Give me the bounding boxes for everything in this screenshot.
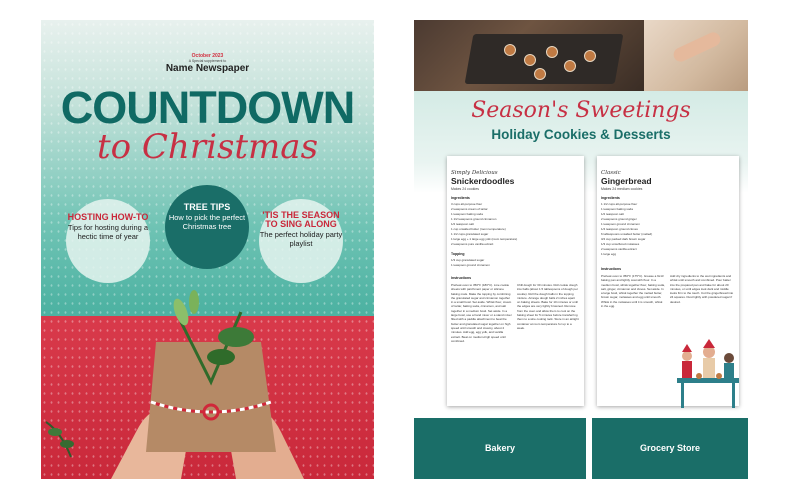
cookie-icon <box>534 68 546 80</box>
feature-title: TREE TIPS <box>183 202 231 212</box>
instructions-column: Preheat oven to 350°F (175°C). Grease a 9x13 baking pan and lightly coat with flour. In a medium bowl, whisk together flour, baking soda, salt, ginger, cinnamon and cloves. Set aside. In a large bowl, whisk together the melted butter, brown sugar, molasses and egg until smooth. Whisk in the molasses until it is smooth, whisk in the egg. <box>601 274 665 309</box>
cover-page <box>41 20 374 479</box>
ingredients-list: 3 cups all-purpose flour 2 teaspoons cream of tartar 1 teaspoon baking soda 1 1/2 teaspoons ground cinnamon 1/2 teaspoon salt 1 cup unsalted butter (room temperature) 1 1/2 cups granulated sugar 1 large egg + 1 large egg yolk (room temperature) 2 teaspoons pure vanilla extract <box>451 202 518 246</box>
instructions-column: Chill dough for 30 minutes. Roll cookie dough into balls (about 1.5 tablespoons of dough per cookie). Roll the dough balls in the topping mixture. Arrange dough balls 2 inches apart on baking sheets. Bake for 10 minutes or until the edges are very lightly browned. Remove from the oven and allow them to cool on the baking sheet for 5 minutes before transferring them to a wire cooling rack. Store in an airtight container at room temperature for up to a week. <box>517 283 579 330</box>
inside-subtitle: Holiday Cookies & Desserts <box>491 127 671 142</box>
instructions-column: Add dry ingredients to the wet ingredients and whisk until smooth and combined. Pour batter into the prepared pan and bake for about 20 minutes, or until edges look dark and middle looks firm to the touch. Cut the gingerbread into 24 squares. Dust lightly with powdered sugar if desired. <box>670 274 734 304</box>
feature-sing-along[interactable] <box>259 199 343 283</box>
holly-branch-icon <box>46 422 74 457</box>
recipe-kicker: Simply Delicious <box>451 170 498 176</box>
recipe-kicker: Classic <box>601 170 621 176</box>
recipe-yield: Makes 24 medium cookies <box>601 187 643 191</box>
recipe-name: Gingerbread <box>601 176 652 186</box>
family-baking-illustration <box>669 338 748 410</box>
gift-hands-illustration <box>41 282 374 479</box>
feature-body: How to pick the perfect Christmas tree <box>168 213 246 231</box>
feature-title: HOSTING HOW-TO <box>67 212 149 222</box>
feature-hosting[interactable] <box>66 199 150 283</box>
recipe-yield: Makes 24 cookies <box>451 187 480 191</box>
hand-icon <box>671 30 722 64</box>
ingredients-heading: Ingredients <box>601 196 620 200</box>
feature-body: Tips for hosting during a hectic time of year <box>67 223 149 241</box>
cookie-icon <box>546 46 558 58</box>
inside-title: Season's Sweetings <box>471 98 691 123</box>
cookie-icon <box>524 54 536 66</box>
inside-page <box>414 20 748 479</box>
feature-tree-tips[interactable] <box>165 185 249 269</box>
recipe-card-snickerdoodles <box>447 156 584 406</box>
ingredients-heading: Ingredients <box>451 196 470 200</box>
instructions-heading: Instructions <box>601 267 622 271</box>
cover-headline: COUNTDOWN <box>60 82 355 133</box>
cookie-tray-photo <box>414 20 644 91</box>
newspaper-name: Name Newspaper <box>165 63 250 74</box>
cover-date: October 2023 <box>191 53 224 59</box>
dough-rolling-photo <box>644 20 748 91</box>
ingredients-list: 1 1/2 cups all-purpose flour 1 teaspoon baking soda 1/2 teaspoon salt 2 teaspoons ground ginger 1 teaspoon ground cinnamon 1/4 teaspoon ground cloves 6 tablespoons unsalted butter (melted) 3/4 cup packed dark brown sugar 1/3 cup unsulfured molasses 2 teaspoons vanilla extract 1 large egg <box>601 202 653 256</box>
instructions-column: Preheat oven to 350°F (180°C). Line cookie sheets with parchment paper or silicone baking mats. Make the topping by combining the granulated sugar and cinnamon together in a small bowl. Set aside. Whisk flour, cream of tartar, baking soda, cinnamon, and salt together in a medium bowl. Set aside. In a large bowl, use a hand mixer or a stand mixer fitted with a paddle attachment to beat the butter and granulated sugar together on high speed until smooth and creamy, about 2 minutes. Add egg, egg yolk, and vanilla extract. Beat on medium-high speed until combined. <box>451 283 512 343</box>
cookie-icon <box>584 50 596 62</box>
recipe-name: Snickerdoodles <box>451 176 515 186</box>
cookie-icon <box>504 44 516 56</box>
tile-bakery[interactable]: Bakery <box>414 418 586 479</box>
cookie-icon <box>564 60 576 72</box>
feature-title: 'TIS THE SEASON TO SING ALONG <box>262 210 340 229</box>
feature-body: The perfect holiday party playlist <box>259 230 343 248</box>
topping-list: 1/3 cup granulated sugar 1 teaspoon ground cinnamon <box>451 258 490 267</box>
cover-subhead: to Christmas <box>96 127 319 167</box>
instructions-heading: Instructions <box>451 276 472 280</box>
cover-supplement-line: A Special supplement to <box>188 59 227 63</box>
topping-heading: Topping <box>451 252 465 256</box>
tile-grocery-store[interactable]: Grocery Store <box>592 418 748 479</box>
